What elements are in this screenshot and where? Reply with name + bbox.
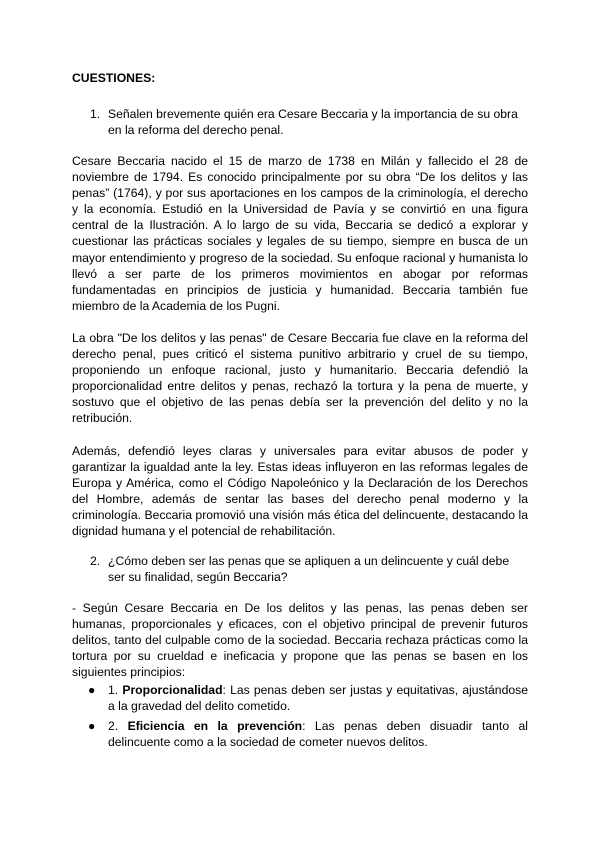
- question-2-text: ¿Cómo deben ser las penas que se apliquen a un delincuente y cuál debe ser su finalidad, según Beccaria?: [108, 554, 510, 585]
- question-2-number: 2.: [90, 554, 101, 568]
- answer-1-paragraph-1: Cesare Beccaria nacido el 15 de marzo de 1738 en Milán y fallecido el 28 de noviembre de 1794. Es conocido principalmente por su obra “De los delitos y las penas” (1764), y por sus aportaciones en los campos de la criminología, el derecho y la economía. Estudió en la Universidad de Pavía y se convirtió en una figura central de la Ilustración. A lo largo de su vida, Beccaria se dedicó a explorar y cuestionar las prácticas sociales y legales de su tiempo, siempre en busca de un mayor entendimiento y progreso de la sociedad. Su enfoque racional y humanista lo llevó a ser parte de los primeros movimientos en abogar por reformas fundamentadas en principios de justicia y humanidad. Beccaria también fue miembro de la Academia de los Pugni.: [72, 154, 528, 313]
- answer-2-intro: - Según Cesare Beccaria en De los delitos y las penas, las penas deben ser humanas, proporcionales y eficaces, con el objetivo principal de prevenir futuros delitos, tanto del culpable como de la sociedad. Beccaria rechaza prácticas como la tortura por su crueldad e ineficacia y propone que las penas se basen en los siguientes principios:: [72, 601, 528, 680]
- bullet-icon: ●: [88, 683, 96, 697]
- bullet-icon: ●: [88, 719, 96, 734]
- list-item: [72, 718, 528, 750]
- list-item-prefix: 1.: [108, 683, 123, 697]
- question-1-number: 1.: [90, 107, 101, 121]
- answer-1-paragraph-2: La obra "De los delitos y las penas" de Cesare Beccaria fue clave en la reforma del derecho penal, pues criticó el sistema punitivo arbitrario y cruel de su tiempo, proponiendo un enfoque racional, justo y humanitario. Beccaria defendió la proporcionalidad entre delitos y penas, rechazó la tortura y la pena de muerte, y sostuvo que el objetivo de las penas debía ser la prevención del delito y no la retribución.: [72, 331, 528, 426]
- list-item-text: : Las penas deben disuadir tanto al delincuente como a la sociedad de cometer nuevos delitos.: [108, 719, 528, 750]
- question-1-text: Señalen brevemente quién era Cesare Beccaria y la importancia de su obra en la reforma del derecho penal.: [108, 107, 518, 138]
- question-2: [72, 553, 528, 585]
- question-1: [72, 106, 528, 138]
- list-item-term: Proporcionalidad: [122, 683, 223, 697]
- list-item-term: Eficiencia en la prevención: [127, 719, 303, 734]
- principles-list: [72, 682, 528, 754]
- list-item: [72, 682, 528, 714]
- answer-1-paragraph-3: Además, defendió leyes claras y universales para evitar abusos de poder y garantizar la igualdad ante la ley. Estas ideas influyeron en las reformas legales de Europa y América, como el Código Napoleónico y la Declaración de los Derechos del Hombre, además de sentar las bases del derecho penal moderno y la criminología. Beccaria promovió una visión más ética del delincuente, destacando la dignidad humana y el potencial de rehabilitación.: [72, 444, 528, 539]
- list-item-prefix: 2.: [108, 719, 128, 734]
- list-item-text: : Las penas deben ser justas y equitativas, ajustándose a la gravedad del delito cometido.: [108, 683, 528, 714]
- section-heading: CUESTIONES:: [72, 71, 156, 85]
